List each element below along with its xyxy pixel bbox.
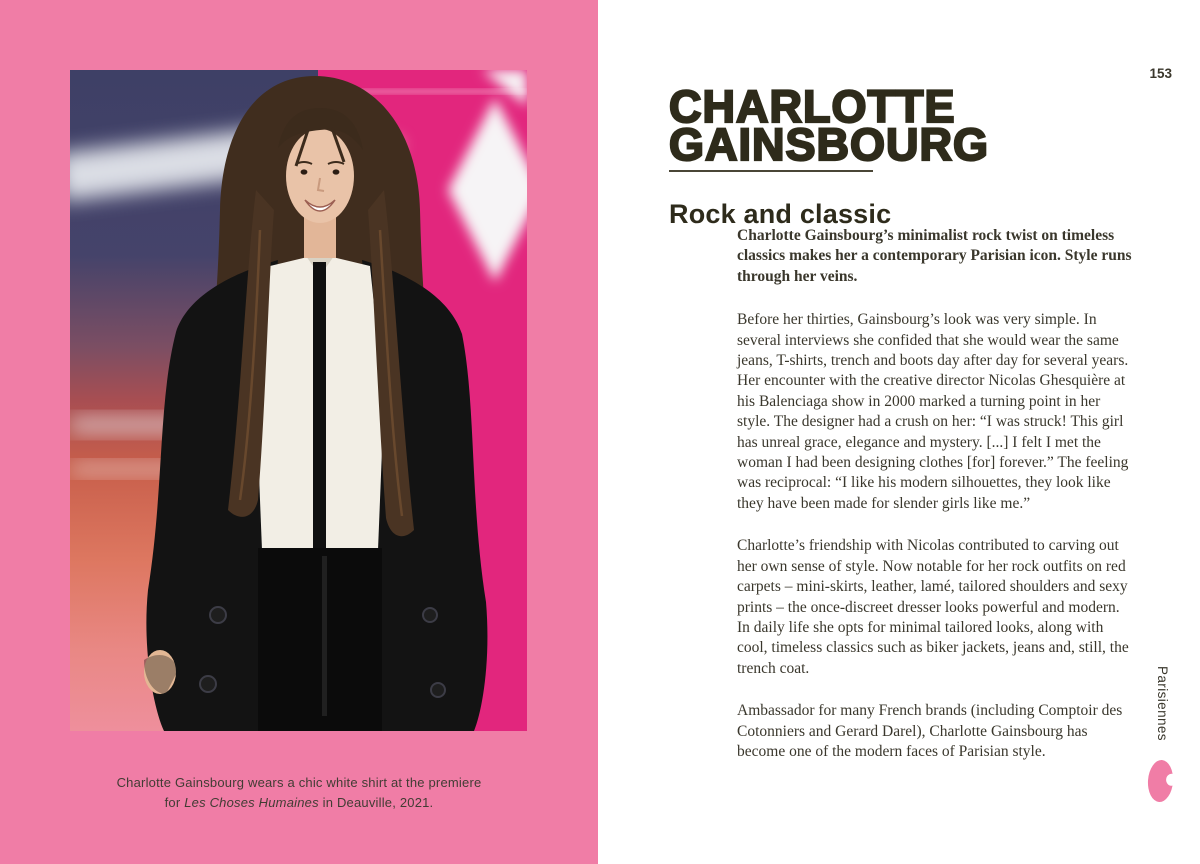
article-paragraph: Ambassador for many French brands (including Comptoir des Cotonniers and Gerard Darel), Charlotte Gainsbourg has become one of the modern faces of Parisian style.: [737, 702, 1123, 760]
title-rule: [669, 170, 873, 172]
photo-caption-line1: Charlotte Gainsbourg wears a chic white shirt at the premiere: [116, 775, 482, 790]
right-text-page: [598, 0, 1200, 864]
caption-suffix: in Deauville, 2021.: [318, 795, 434, 810]
lips-icon: [1147, 759, 1175, 803]
spine-label: Parisiennes: [1155, 666, 1170, 741]
left-photo-page: [0, 0, 598, 864]
chapter-title: [669, 81, 990, 171]
article-body: [737, 226, 1135, 784]
caption-prefix: for: [164, 795, 185, 810]
chapter-title-line1: CHARLOTTE: [669, 81, 956, 133]
chapter-subtitle: Rock and classic: [669, 199, 892, 230]
article-paragraph: Charlotte’s friendship with Nicolas contributed to carving out her own sense of style. Now notable for her rock outfits on red carpets – mini-skirts, leather, lamé, tailored shoulders and sexy prints – the once-discreet dresser looks powerful and modern. In daily life she opts for minimal tailored looks, along with cool, timeless classics such as biker jackets, jeans and, still, the trench coat.: [737, 537, 1129, 677]
photo-caption-line2: [35, 793, 563, 813]
article-paragraph: Before her thirties, Gainsbourg’s look was very simple. In several interviews she confided that she would wear the same jeans, T-shirts, trench and boots day after day for several years. Her encounter with the creative director Nicolas Ghesquière at his Balenciaga show in 2000 marked a turning point in her style. The designer had a crush on her: “I was struck! This girl has unreal grace, elegance and mystery. [...] I felt I met the woman I had been designing clothes [for] forever.” The feeling was reciprocal: “I like his modern silhouettes, they look like they have been made for slender girls like me.”: [737, 311, 1129, 512]
photo-caption: [35, 773, 563, 813]
caption-film-title: Les Choses Humaines: [184, 795, 319, 810]
chapter-title-line2: GAINSBOURG: [669, 119, 990, 171]
portrait-illustration: [70, 70, 527, 731]
portrait-photo: [70, 70, 527, 731]
page-number: 153: [1149, 66, 1172, 81]
article-intro: Charlotte Gainsbourg’s minimalist rock twist on timeless classics makes her a contemporary Parisian icon. Style runs through her veins.: [737, 227, 1132, 285]
